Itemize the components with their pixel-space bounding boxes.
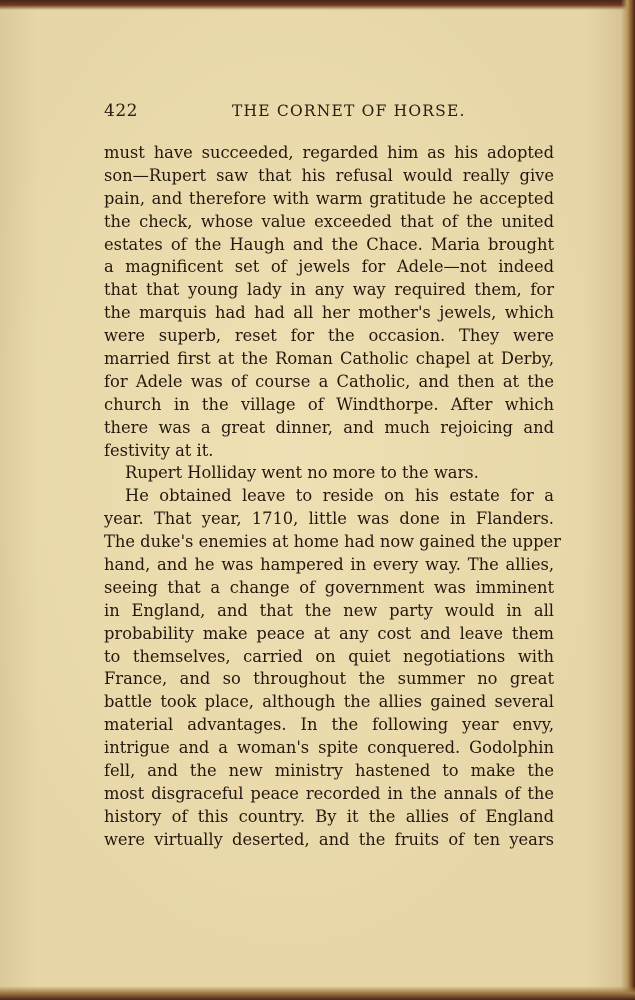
page-top-edge (0, 0, 635, 10)
running-head: THE CORNET OF HORSE. (232, 102, 466, 120)
text-line: to themselves, carried on quiet negotiations with (104, 646, 554, 666)
text-line: a magnificent set of jewels for Adele—not indeed (104, 257, 554, 277)
text-line: France, and so throughout the summer no great (104, 669, 554, 689)
text-line: church in the village of Windthorpe. After which (104, 394, 554, 414)
text-line: the check, whose value exceeded that of the united (104, 211, 554, 231)
text-line: year. That year, 1710, little was done in Flanders. (104, 509, 554, 529)
text-line: The duke's enemies at home had now gained the upper (104, 532, 561, 552)
text-line: married first at the Roman Catholic chapel at Derby, (104, 349, 554, 369)
text-line: probability make peace at any cost and leave them (104, 623, 554, 643)
text-line: were virtually deserted, and the fruits of ten years (104, 829, 554, 849)
text-line: there was a great dinner, and much rejoicing and (104, 417, 554, 437)
text-line: must have succeeded, regarded him as his adopted (104, 143, 554, 162)
text-line: for Adele was of course a Catholic, and then at the (104, 371, 554, 391)
text-line: pain, and therefore with warm gratitude he accepted (104, 188, 554, 208)
text-line: fell, and the new ministry hastened to make the (104, 761, 554, 781)
text-line: seeing that a change of government was imminent (104, 577, 554, 597)
text-line: son—Rupert saw that his refusal would really give (104, 165, 554, 185)
text-line: hand, and he was hampered in every way. The allies, (104, 555, 554, 575)
text-line: were superb, reset for the occasion. They were (104, 326, 554, 346)
page-header (104, 101, 554, 127)
page-bottom-edge (0, 986, 635, 1000)
text-line: festivity at it. (104, 440, 214, 460)
text-line: estates of the Haugh and the Chace. Maria brought (104, 234, 554, 254)
text-line: history of this country. By it the allies of England (104, 806, 554, 826)
text-line: in England, and that the new party would in all (104, 600, 554, 620)
text-line: battle took place, although the allies gained several (104, 692, 554, 712)
text-line: intrigue and a woman's spite conquered. Godolphin (104, 738, 554, 758)
text-line: most disgraceful peace recorded in the annals of the (104, 783, 554, 803)
text-line: He obtained leave to reside on his estate for a (125, 486, 554, 506)
text-line: the marquis had had all her mother's jewels, which (104, 303, 554, 323)
body-text (104, 142, 561, 852)
text-line: material advantages. In the following year envy, (104, 715, 554, 735)
text-line: Rupert Holliday went no more to the wars. (125, 463, 479, 483)
text-line: that that young lady in any way required them, for (104, 280, 554, 300)
page-right-edge (621, 0, 635, 1000)
page-number: 422 (104, 101, 138, 121)
